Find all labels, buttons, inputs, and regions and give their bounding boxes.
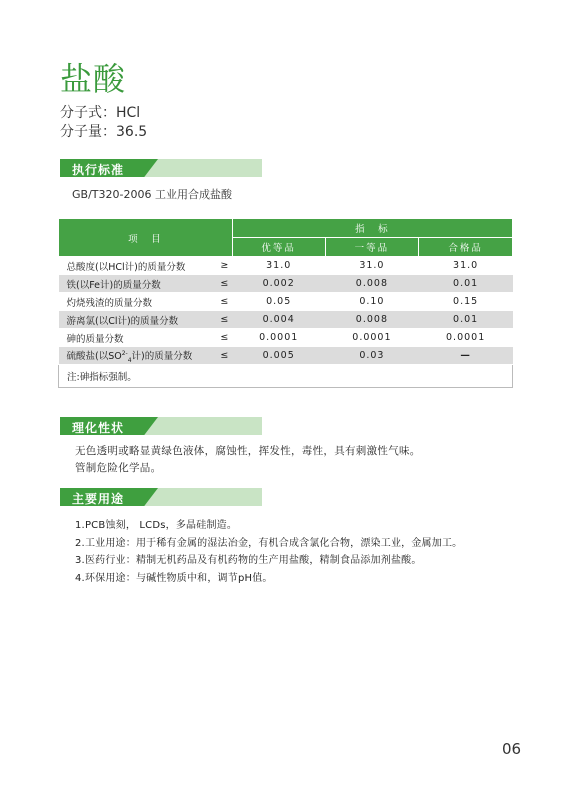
properties-line: 管制危险化学品。: [75, 462, 162, 474]
grade-header: 合格品: [419, 238, 513, 257]
table-row: [59, 329, 513, 347]
page-number: 06: [502, 740, 522, 758]
row-value: 0.002: [232, 275, 325, 293]
row-value: 31.0: [419, 257, 513, 275]
section-header-standard: [60, 159, 262, 177]
list-item: 4.环保用途：与碱性物质中和，调节pH值。: [75, 572, 273, 584]
row-value: —: [419, 347, 513, 365]
properties-line: 无色透明或略显黄绿色液体，腐蚀性，挥发性，毒性，具有刺激性气味。: [75, 445, 421, 457]
table-row: [59, 293, 513, 311]
row-item: 灼烧残渣的质量分数: [59, 293, 217, 311]
section-header-uses: [60, 488, 262, 506]
sulfate-charge: 2-: [121, 349, 128, 357]
row-value: 0.15: [419, 293, 513, 311]
row-value: 0.005: [232, 347, 325, 365]
row-item: [59, 347, 217, 365]
row-value: 0.008: [325, 311, 419, 329]
row-value: 0.004: [232, 311, 325, 329]
section-header-label: 理化性状: [72, 421, 125, 435]
list-item: 1.PCB蚀刻， LCDs，多晶硅制造。: [75, 520, 238, 531]
row-item: 铁(以Fe计)的质量分数: [59, 275, 217, 293]
row-value: 0.0001: [232, 329, 325, 347]
section-header-label: 执行标准: [72, 163, 125, 177]
row-operator: ≤: [216, 347, 232, 365]
row-value: 0.01: [419, 311, 513, 329]
molecular-weight: 分子量：36.5: [60, 124, 148, 140]
sulfate-subscript: 4: [127, 356, 132, 364]
table-row: [59, 311, 513, 329]
row-operator: ≤: [216, 311, 232, 329]
item-header: 项 目: [59, 219, 233, 257]
row-item: 总酸度(以HCl计)的质量分数: [59, 257, 217, 275]
table-row: [59, 347, 513, 365]
table-note-row: [59, 365, 513, 388]
row-item-text: 硫酸盐(以SO: [66, 350, 122, 362]
row-value: 0.0001: [325, 329, 419, 347]
index-header: 指 标: [232, 219, 512, 238]
molecular-formula: 分子式：HCl: [60, 105, 141, 121]
list-item: 2.工业用途：用于稀有金属的湿法冶金，有机合成含氯化合物，漂染工业，金属加工。: [75, 537, 463, 549]
formula-block: [60, 104, 147, 142]
row-value: 31.0: [325, 257, 419, 275]
row-operator: ≤: [216, 275, 232, 293]
product-title: 盐酸: [60, 60, 127, 98]
spec-table: [58, 218, 513, 388]
row-value: 0.01: [419, 275, 513, 293]
list-item: 3.医药行业：精制无机药品及有机药物的生产用盐酸，精制食品添加剂盐酸。: [75, 555, 422, 566]
row-item-text: 计)的质量分数: [131, 350, 193, 362]
section-header-label: 主要用途: [72, 492, 125, 506]
row-operator: ≤: [216, 293, 232, 311]
grade-header: 一等品: [325, 238, 419, 257]
row-value: 0.05: [232, 293, 325, 311]
table-row: [59, 275, 513, 293]
row-value: 0.10: [325, 293, 419, 311]
table-row: [59, 257, 513, 275]
section-header-properties: [60, 417, 262, 435]
row-operator: ≥: [216, 257, 232, 275]
row-value: 0.03: [325, 347, 419, 365]
row-value: 0.008: [325, 275, 419, 293]
table-header-row: [59, 219, 513, 238]
row-operator: ≤: [216, 329, 232, 347]
uses-list: [75, 517, 462, 587]
row-item: 砷的质量分数: [59, 329, 217, 347]
standard-code: GB/T320-2006 工业用合成盐酸: [72, 188, 232, 201]
row-value: 0.0001: [419, 329, 513, 347]
row-value: 31.0: [232, 257, 325, 275]
row-item: 游离氯(以Cl计)的质量分数: [59, 311, 217, 329]
properties-text: [75, 443, 421, 477]
grade-header: 优等品: [232, 238, 325, 257]
table-note: 注:砷指标强制。: [59, 365, 513, 388]
